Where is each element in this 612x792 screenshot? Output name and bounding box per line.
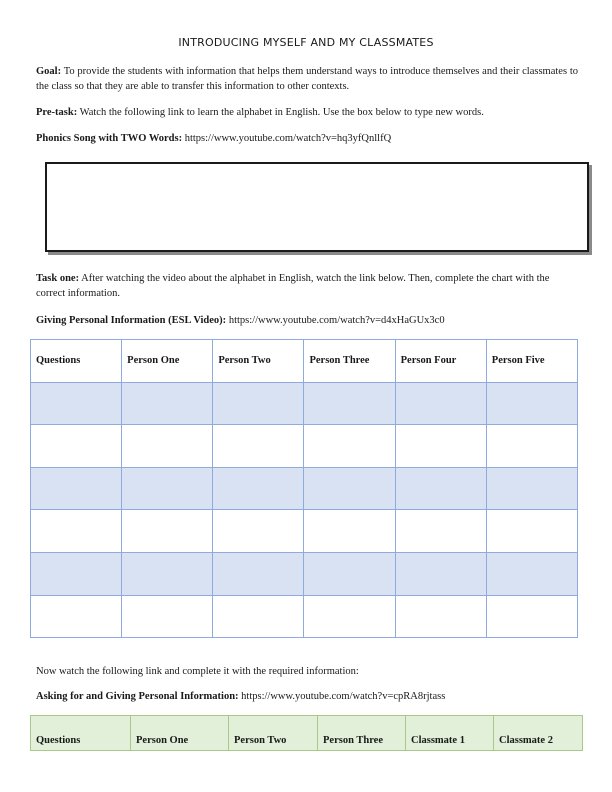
header-cell: Person One <box>131 716 229 751</box>
task-one-label: Task one: <box>36 273 80 284</box>
table-row <box>31 382 578 425</box>
table-cell[interactable] <box>31 510 122 553</box>
table-cell[interactable] <box>395 595 486 638</box>
header-cell: Person Two <box>213 340 304 383</box>
table-cell[interactable] <box>304 425 395 468</box>
table-cell[interactable] <box>122 425 213 468</box>
task-one-paragraph <box>36 271 578 301</box>
esl-video-label: Giving Personal Information (ESL Video): <box>36 315 227 326</box>
header-cell: Questions <box>31 340 122 383</box>
table-cell[interactable] <box>213 552 304 595</box>
table-cell[interactable] <box>31 595 122 638</box>
table-cell[interactable] <box>486 467 577 510</box>
table-cell[interactable] <box>486 552 577 595</box>
page-title: INTRODUCING MYSELF AND MY CLASSMATES <box>178 36 434 49</box>
asking-label: Asking for and Giving Personal Information: <box>36 691 239 702</box>
esl-video-line <box>36 313 578 328</box>
header-cell: Person One <box>122 340 213 383</box>
header-cell: Questions <box>31 716 131 751</box>
table-cell[interactable] <box>395 467 486 510</box>
table-cell[interactable] <box>304 552 395 595</box>
table-cell[interactable] <box>213 382 304 425</box>
table-cell[interactable] <box>304 467 395 510</box>
table-cell[interactable] <box>486 425 577 468</box>
table-cell[interactable] <box>31 425 122 468</box>
table-cell[interactable] <box>122 595 213 638</box>
table-cell[interactable] <box>122 510 213 553</box>
table-cell[interactable] <box>395 382 486 425</box>
table-row <box>31 595 578 638</box>
header-cell: Person Three <box>318 716 406 751</box>
task-one-text: After watching the video about the alphabet in English, watch the link below. Then, complete the chart with the correct information. <box>36 273 550 299</box>
header-cell: Person Three <box>304 340 395 383</box>
table-cell[interactable] <box>213 510 304 553</box>
table-cell[interactable] <box>304 595 395 638</box>
table-header-row <box>31 340 578 383</box>
header-cell: Person Four <box>395 340 486 383</box>
table-row <box>31 425 578 468</box>
table-cell[interactable] <box>31 467 122 510</box>
table-cell[interactable] <box>213 467 304 510</box>
table-cell[interactable] <box>304 510 395 553</box>
table-cell[interactable] <box>122 467 213 510</box>
table-cell[interactable] <box>213 595 304 638</box>
table-cell[interactable] <box>395 510 486 553</box>
table-row <box>31 510 578 553</box>
table-row <box>31 552 578 595</box>
table-header-row <box>31 716 583 751</box>
personal-info-table <box>30 339 578 638</box>
table-cell[interactable] <box>395 552 486 595</box>
header-cell: Person Two <box>229 716 318 751</box>
table-cell[interactable] <box>31 382 122 425</box>
table-cell[interactable] <box>486 595 577 638</box>
header-cell: Classmate 2 <box>494 716 583 751</box>
table-cell[interactable] <box>486 510 577 553</box>
table-cell[interactable] <box>486 382 577 425</box>
phonics-line <box>36 131 578 146</box>
pretask-label: Pre-task: <box>36 107 78 118</box>
header-cell: Person Five <box>486 340 577 383</box>
esl-video-link[interactable]: https://www.youtube.com/watch?v=d4xHaGUx3c0 <box>228 315 445 326</box>
table-cell[interactable] <box>395 425 486 468</box>
goal-label: Goal: <box>36 66 62 77</box>
asking-line <box>36 689 578 704</box>
table-cell[interactable] <box>304 382 395 425</box>
header-cell: Classmate 1 <box>406 716 494 751</box>
table-cell[interactable] <box>122 382 213 425</box>
pretask-paragraph <box>36 105 578 120</box>
phonics-label: Phonics Song with TWO Words: <box>36 133 183 144</box>
phonics-link[interactable]: https://www.youtube.com/watch?v=hq3yfQnllfQ <box>184 133 392 144</box>
pretask-text: Watch the following link to learn the alphabet in English. Use the box below to type new words. <box>79 107 484 118</box>
new-words-textbox[interactable] <box>45 162 589 252</box>
classmates-table <box>30 715 583 751</box>
asking-link[interactable]: https://www.youtube.com/watch?v=cpRA8rjtass <box>241 691 446 702</box>
goal-paragraph <box>36 64 578 94</box>
table-cell[interactable] <box>122 552 213 595</box>
table-row <box>31 467 578 510</box>
goal-text: To provide the students with information that helps them understand ways to introduce themselves and their classmates to the class so that they are able to transfer this information to other contexts. <box>36 66 578 92</box>
table-cell[interactable] <box>31 552 122 595</box>
now-watch-line: Now watch the following link and complete it with the required information: <box>36 666 359 677</box>
table-cell[interactable] <box>213 425 304 468</box>
